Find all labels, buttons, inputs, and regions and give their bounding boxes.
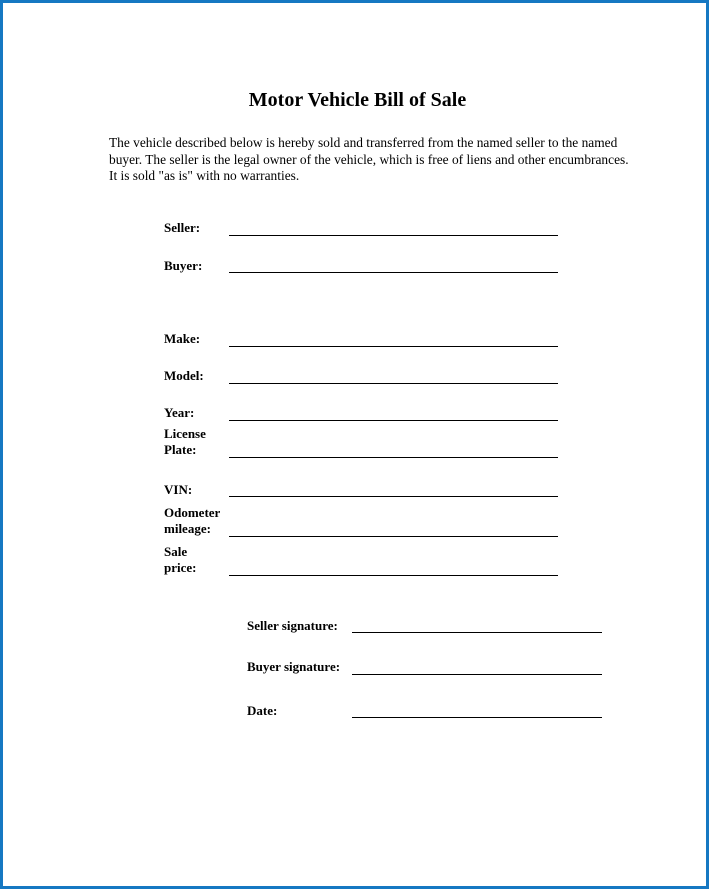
sale-price-field[interactable]	[229, 575, 558, 576]
odometer-label-line-2: mileage:	[164, 521, 211, 536]
date-field[interactable]	[352, 717, 602, 718]
buyer-signature-label: Buyer signature:	[247, 659, 341, 674]
odometer-label	[164, 505, 228, 537]
vin-field[interactable]	[229, 496, 558, 497]
sale-price-label-line-2: price:	[164, 560, 197, 575]
seller-field[interactable]	[229, 235, 558, 236]
sale-price-label	[164, 544, 228, 576]
sale-price-label-line-1: Sale	[164, 544, 188, 559]
odometer-label-line-1: Odometer	[164, 505, 221, 520]
license-plate-label-line-2: Plate:	[164, 442, 197, 457]
date-label: Date:	[247, 703, 278, 718]
seller-signature-field[interactable]	[352, 632, 602, 633]
year-label: Year:	[164, 405, 195, 420]
license-plate-field[interactable]	[229, 457, 558, 458]
buyer-field[interactable]	[229, 272, 558, 273]
seller-label: Seller:	[164, 220, 201, 235]
license-plate-label	[164, 426, 228, 458]
make-field[interactable]	[229, 346, 558, 347]
intro-paragraph: The vehicle described below is hereby sold and transferred from the named seller to the named buyer. The seller is the legal owner of the vehicle, which is free of liens and other encumbrances. It is sold "as is" with no warranties.	[109, 135, 629, 184]
year-field[interactable]	[229, 420, 558, 421]
buyer-signature-field[interactable]	[352, 674, 602, 675]
make-label: Make:	[164, 331, 201, 346]
model-label: Model:	[164, 368, 204, 383]
license-plate-label-line-1: License	[164, 426, 206, 441]
page-title: Motor Vehicle Bill of Sale	[248, 89, 467, 111]
vin-label: VIN:	[164, 482, 193, 497]
buyer-label: Buyer:	[164, 258, 203, 273]
model-field[interactable]	[229, 383, 558, 384]
seller-signature-label: Seller signature:	[247, 618, 338, 633]
odometer-field[interactable]	[229, 536, 558, 537]
